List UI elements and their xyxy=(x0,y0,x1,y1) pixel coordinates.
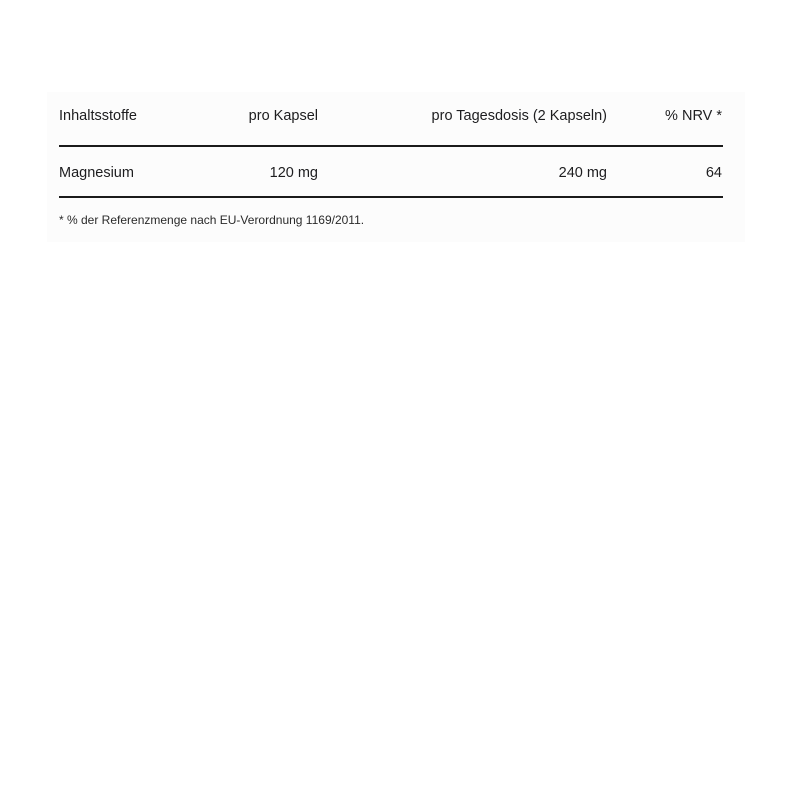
cell-per-daily-dose: 240 mg xyxy=(558,165,607,181)
cell-nrv: 64 xyxy=(705,165,722,181)
table-row xyxy=(59,147,723,196)
table-bottom-divider xyxy=(59,196,723,198)
header-nrv: % NRV * xyxy=(665,108,722,124)
header-ingredients: Inhaltsstoffe xyxy=(59,108,137,124)
nutrition-table xyxy=(59,92,723,198)
footnote: * % der Referenzmenge nach EU-Verordnung 1169/2011. xyxy=(59,213,365,227)
cell-ingredient: Magnesium xyxy=(59,165,134,181)
cell-per-capsule: 120 mg xyxy=(269,165,318,181)
header-per-capsule: pro Kapsel xyxy=(248,108,318,124)
header-per-daily-dose: pro Tagesdosis (2 Kapseln) xyxy=(431,108,607,124)
nutrition-panel xyxy=(47,92,745,242)
table-header-row xyxy=(59,92,723,145)
